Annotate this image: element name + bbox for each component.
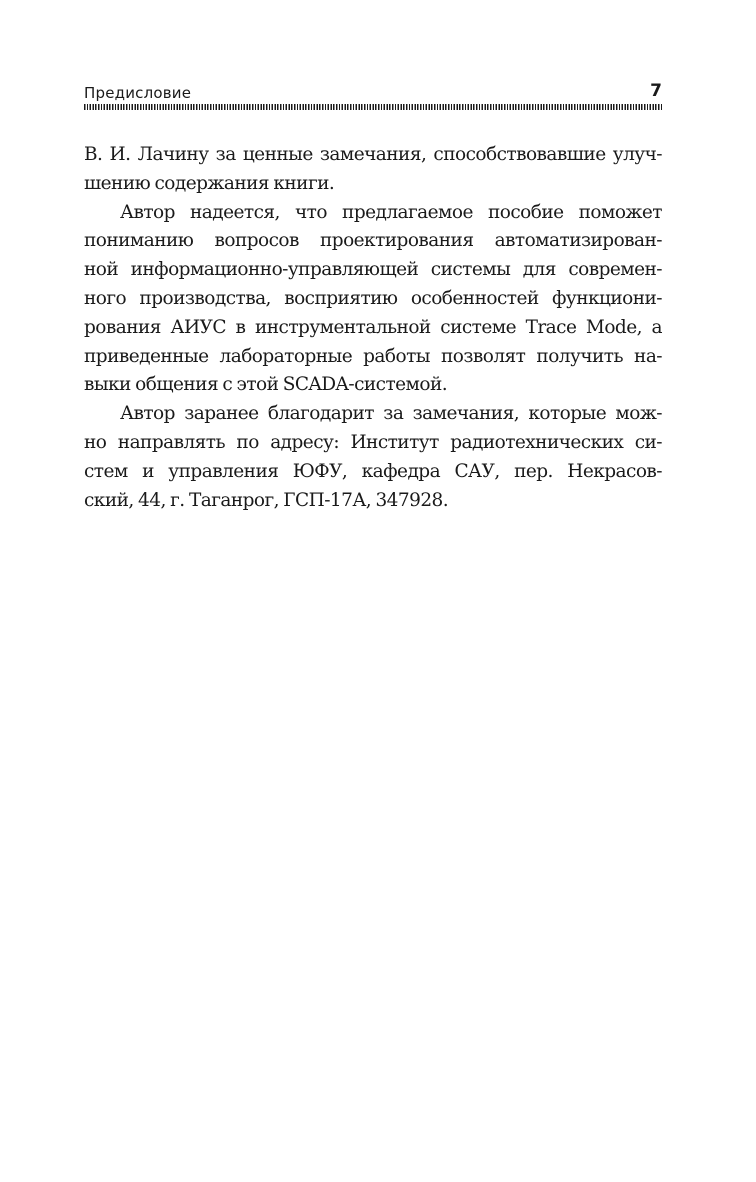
text-line: приведенные лабораторные работы позволят получить на- xyxy=(84,345,662,367)
text-line: Автор надеется, что предлагаемое пособие поможет xyxy=(120,201,662,223)
header-rule xyxy=(84,104,662,110)
text-line: шению содержания книги. xyxy=(84,172,335,194)
body-text xyxy=(84,141,662,515)
text-line: ский, 44, г. Таганрог, ГСП-17А, 347928. xyxy=(84,489,449,511)
text-line: стем и управления ЮФУ, кафедра САУ, пер. Некрасов- xyxy=(84,460,662,482)
text-line: В. И. Лачину за ценные замечания, способствовавшие улуч- xyxy=(84,144,662,165)
paragraph-author-hope xyxy=(84,199,662,401)
page-number: 7 xyxy=(650,81,662,101)
text-line: ного производства, восприятию особенностей функциони- xyxy=(84,287,662,309)
text-line: Автор заранее благодарит за замечания, которые мож- xyxy=(120,403,662,425)
paragraph-acknowledgement xyxy=(84,141,662,199)
text-line: рования АИУС в инструментальной системе Trace Mode, а xyxy=(84,316,662,338)
paragraph-contact-address xyxy=(84,400,662,515)
text-line: пониманию вопросов проектирования автоматизирован- xyxy=(84,230,662,252)
text-line: выки общения с этой SCADA-системой. xyxy=(84,374,448,396)
text-line: но направлять по адресу: Институт радиотехнических си- xyxy=(84,431,662,453)
book-page xyxy=(84,0,662,1182)
running-header xyxy=(84,82,662,104)
text-line: ной информационно-управляющей системы для современ- xyxy=(84,259,662,281)
running-header-title: Предисловие xyxy=(84,84,192,102)
